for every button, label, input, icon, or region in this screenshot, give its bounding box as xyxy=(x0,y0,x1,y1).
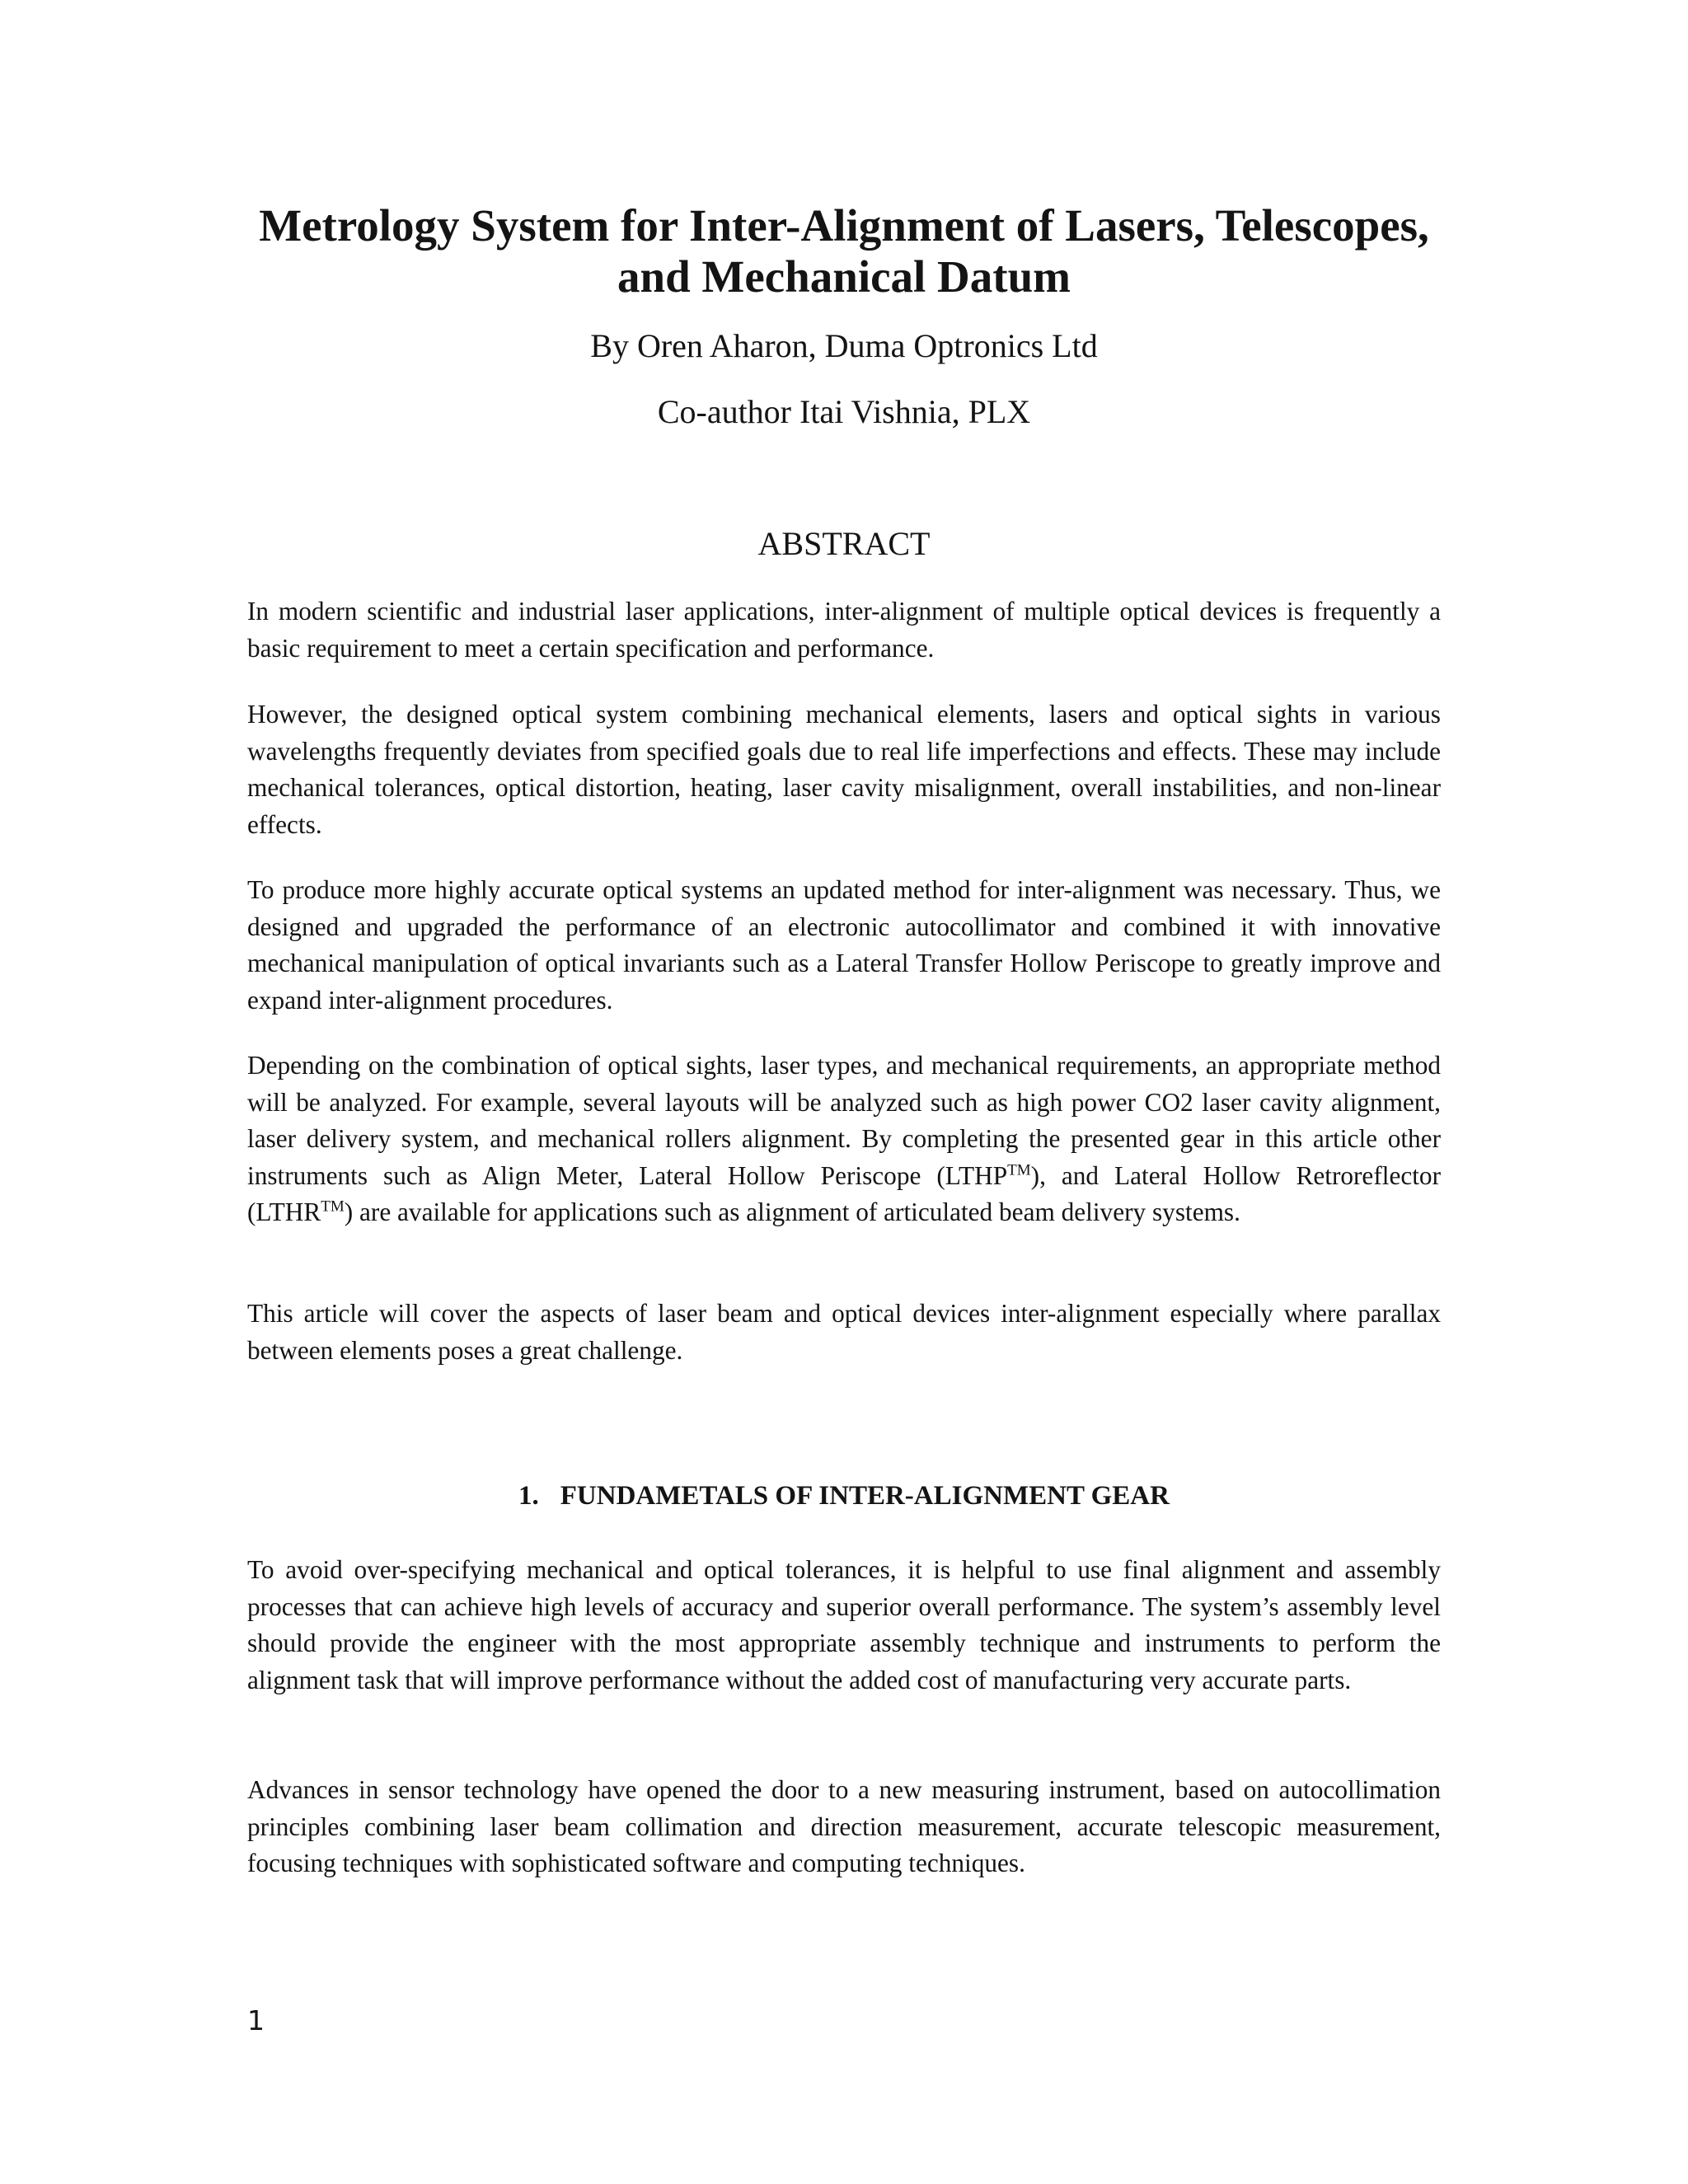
abstract-paragraph-5: This article will cover the aspects of laser beam and optical devices inter-alignment especially where parallax between elements poses a great challenge. xyxy=(247,1299,1441,1365)
section-number: 1. xyxy=(518,1481,539,1511)
abstract-paragraph-4-part-1: Depending on the combination of optical sights, laser types, and mechanical requirements, an appropriate method will be analyzed. For example, several layouts will be analyzed such as high power CO2 laser cavity alignment, laser delivery system, and mechanical rollers alignment. By completing the presented gear in this article other instruments such as Align Meter, Lateral Hollow Periscope (LTHP xyxy=(247,1051,1441,1190)
trademark-superscript-lthp: TM xyxy=(1007,1161,1031,1179)
section-paragraph-2: Advances in sensor technology have opened the door to a new measuring instrument, based on autocollimation principles combining laser beam collimation and direction measurement, accurate telescopic measurement, focusing techniques with sophisticated software and computing techniques. xyxy=(247,1775,1441,1878)
section-heading xyxy=(165,1478,1523,1514)
abstract-paragraph-4-part-3: ) are available for applications such as alignment of articulated beam delivery systems. xyxy=(344,1197,1240,1227)
abstract-paragraph-4 xyxy=(247,1047,1441,1231)
abstract-paragraph-3: To produce more highly accurate optical systems an updated method for inter-alignment was necessary. Thus, we designed and upgraded the performance of an electronic autocollimator and combined it with innovative mechanical manipulation of optical invariants such as a Lateral Transfer Hollow Periscope to greatly improve and expand inter-alignment procedures. xyxy=(247,875,1441,1015)
title-line-2: and Mechanical Datum xyxy=(617,251,1071,302)
section-title: FUNDAMETALS OF INTER-ALIGNMENT GEAR xyxy=(560,1481,1170,1511)
page-number: 1 xyxy=(247,2004,265,2036)
author-line: By Oren Aharon, Duma Optronics Ltd xyxy=(590,327,1098,364)
paper-title xyxy=(165,200,1523,302)
abstract-paragraph-1: In modern scientific and industrial laser applications, inter-alignment of multiple optical devices is frequently a basic requirement to meet a certain specification and performance. xyxy=(247,597,1441,663)
title-line-1: Metrology System for Inter-Alignment of Lasers, Telescopes, xyxy=(259,200,1429,251)
section-paragraph-1: To avoid over-specifying mechanical and optical tolerances, it is helpful to use final alignment and assembly processes that can achieve high levels of accuracy and superior overall performance. The system’s assembly level should provide the engineer with the most appropriate assembly technique and instruments to perform the alignment task that will improve performance without the added cost of manufacturing very accurate parts. xyxy=(247,1555,1441,1694)
abstract-paragraph-4-part-2: ), and Lateral Hollow Retroreflector (LTHR xyxy=(247,1160,1441,1227)
abstract-heading: ABSTRACT xyxy=(757,525,931,562)
coauthor-line: Co-author Itai Vishnia, PLX xyxy=(657,393,1031,430)
trademark-superscript-lthr: TM xyxy=(321,1197,345,1216)
abstract-paragraph-2: However, the designed optical system combining mechanical elements, lasers and optical sights in various wavelengths frequently deviates from specified goals due to real life imperfections and effects. These may include mechanical tolerances, optical distortion, heating, laser cavity misalignment, overall instabilities, and non-linear effects. xyxy=(247,700,1441,839)
